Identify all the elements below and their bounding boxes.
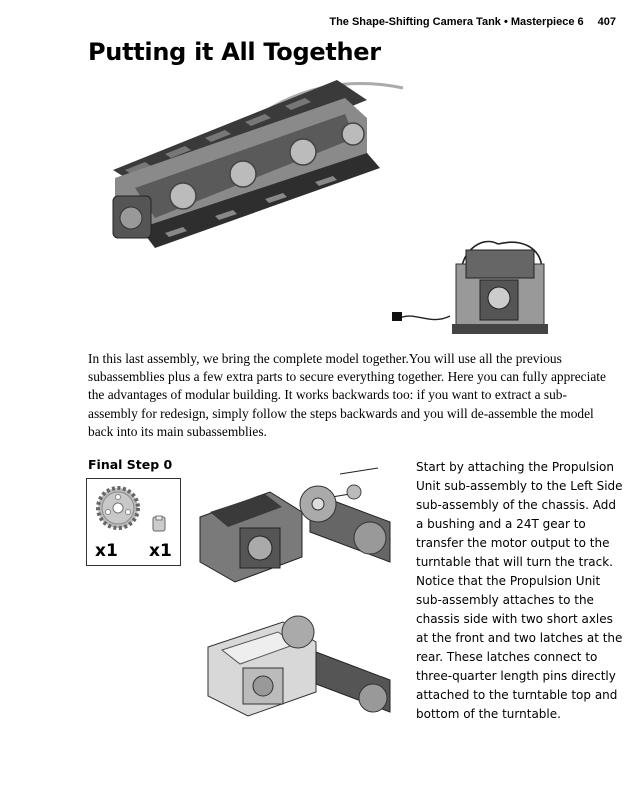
- running-title: The Shape-Shifting Camera Tank • Masterpiece 6: [329, 16, 584, 28]
- page-title: Putting it All Together: [88, 38, 381, 66]
- tank-assembly-illustration: [105, 78, 405, 253]
- step-assembled-illustration: [198, 612, 398, 720]
- bushing-icon: [151, 515, 167, 533]
- step-instructions: Start by attaching the Propulsion Unit sub-assembly to the Left Side sub-assembly of the chassis. Add a bushing and a 24T gear to transfer the motor output to the turntable that will turn the track. Notice that the Propulsion Unit sub-assembly attaches to the chassis side with two short axles at the front and two latches at the rear. These latches connect to three-quarter length pins directly attached to the turntable top and bottom of the turntable.: [416, 460, 623, 721]
- intro-paragraph: In this last assembly, we bring the complete model together.You will use all the previous subassemblies plus a few extra parts to secure everything together. Here you can fully appreciate the advantages of modular building. It works backwards too: if you want to extract a sub-assembly for redesign, simply follow the steps backwards and you will de-assemble the model back into its main subassemblies.: [88, 351, 606, 439]
- gear-quantity: x1: [95, 541, 118, 561]
- remote-control-illustration: [380, 236, 555, 346]
- step-exploded-illustration: [190, 462, 405, 592]
- step-heading: Final Step 0: [88, 457, 173, 472]
- gear-24t-icon: [95, 485, 141, 531]
- page-number: 407: [597, 16, 616, 28]
- parts-list-box: [86, 478, 181, 566]
- bushing-quantity: x1: [149, 541, 172, 561]
- running-header: [330, 14, 616, 30]
